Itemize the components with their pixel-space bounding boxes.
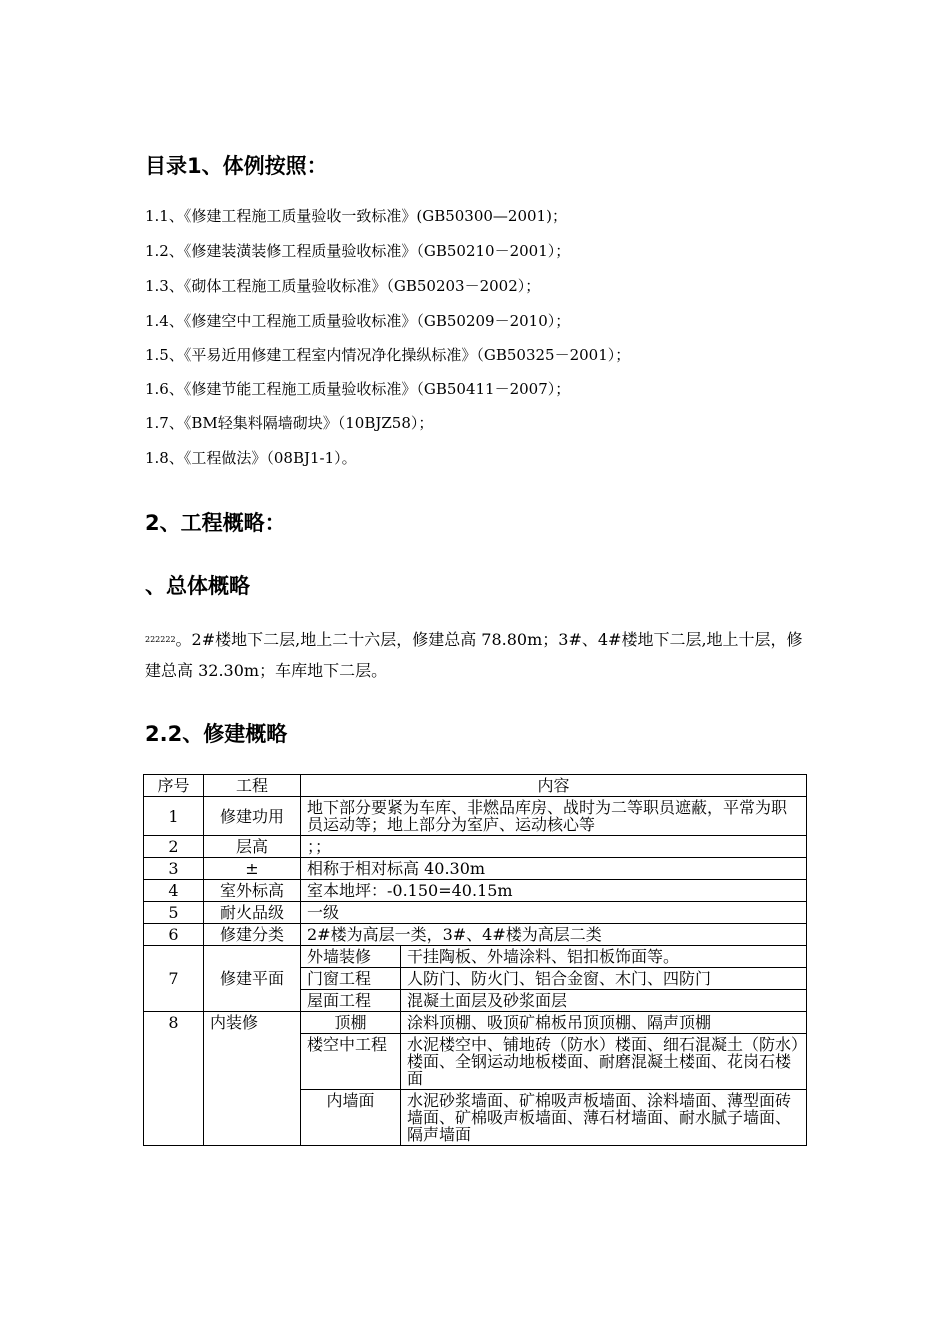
ref-item: 1.2、《修建装潢装修工程质量验收标准》（GB50210－2001）； <box>145 242 571 260</box>
section2-title: 2、工程概略： <box>145 511 286 535</box>
sub-item: 门窗工程 <box>301 968 401 990</box>
sub-item: 顶棚 <box>301 1012 401 1034</box>
row-item: 修建功用 <box>204 797 301 836</box>
table-row <box>144 797 807 836</box>
row-content: 相称于相对标高 40.30m <box>301 858 807 880</box>
table-row <box>144 946 807 968</box>
subsection-building: 2.2、修建概略 <box>145 722 288 746</box>
overview-paragraph <box>145 624 810 686</box>
ref-item: 1.7、《BM轻集料隔墙砌块》（10BJZ58）； <box>145 414 434 432</box>
sub-content: 涂料顶棚、吸顶矿棉板吊顶顶棚、隔声顶棚 <box>401 1012 807 1034</box>
row-content: 一级 <box>301 902 807 924</box>
row-item: 层高 <box>204 836 301 858</box>
table-row <box>144 880 807 902</box>
sub-item: 外墙装修 <box>301 946 401 968</box>
header-no: 序号 <box>144 775 204 797</box>
row-item: 耐火品级 <box>204 902 301 924</box>
table-row <box>144 1012 807 1034</box>
sub-content: 干挂陶板、外墙涂料、铝扣板饰面等。 <box>401 946 807 968</box>
sub-item: 内墙面 <box>301 1090 401 1146</box>
table-row <box>144 924 807 946</box>
sub-content: 水泥楼空中、铺地砖（防水）楼面、细石混凝土（防水）楼面、全钢运动地板楼面、耐磨混凝土楼面、花岗石楼面 <box>401 1034 807 1090</box>
row-no: 7 <box>144 946 204 1012</box>
section1-title: 目录1、体例按照： <box>145 154 328 178</box>
row-no: 1 <box>144 797 204 836</box>
row-content: 2#楼为高层一类，3#、4#楼为高层二类 <box>301 924 807 946</box>
row-no: 6 <box>144 924 204 946</box>
table-row <box>144 836 807 858</box>
sub-content: 混凝土面层及砂浆面层 <box>401 990 807 1012</box>
ref-item: 1.3、《砌体工程施工质量验收标准》（GB50203－2002）； <box>145 277 541 295</box>
row-no: 2 <box>144 836 204 858</box>
table-header-row <box>144 775 807 797</box>
building-overview-table <box>143 774 807 1146</box>
sub-item: 屋面工程 <box>301 990 401 1012</box>
ref-item: 1.1、《修建工程施工质量验收一致标准》(GB50300—2001)； <box>145 207 567 225</box>
row-content: 地下部分要紧为车库、非燃品库房、战时为二等职员遮蔽，平常为职员运动等；地上部分为室庐、运动核心等 <box>301 797 807 836</box>
ref-item: 1.4、《修建空中工程施工质量验收标准》（GB50209－2010）； <box>145 312 571 330</box>
row-no: 5 <box>144 902 204 924</box>
row-item: ± <box>204 858 301 880</box>
row-item: 内装修 <box>204 1012 301 1146</box>
row-no: 8 <box>144 1012 204 1146</box>
header-item: 工程 <box>204 775 301 797</box>
row-item: 修建分类 <box>204 924 301 946</box>
table-row <box>144 902 807 924</box>
row-content: ；； <box>301 836 807 858</box>
sub-content: 水泥砂浆墙面、矿棉吸声板墙面、涂料墙面、薄型面砖墙面、矿棉吸声板墙面、薄石材墙面、耐水腻子墙面、隔声墙面 <box>401 1090 807 1146</box>
header-content: 内容 <box>301 775 807 797</box>
paragraph-text: 。2#楼地下二层,地上二十六层，修建总高 78.80m；3#、4#楼地下二层,地上十层，修建总高 32.30m；车库地下二层。 <box>145 630 803 680</box>
ref-item: 1.6、《修建节能工程施工质量验收标准》（GB50411－2007）； <box>145 380 571 398</box>
row-no: 4 <box>144 880 204 902</box>
paragraph-prefix: 222222 <box>145 635 176 644</box>
table-row <box>144 858 807 880</box>
row-item: 室外标高 <box>204 880 301 902</box>
ref-item: 1.5、《平易近用修建工程室内情况净化操纵标准》（GB50325－2001）； <box>145 346 631 364</box>
row-content: 室本地坪：-0.150=40.15m <box>301 880 807 902</box>
row-no: 3 <box>144 858 204 880</box>
ref-item: 1.8、《工程做法》（08BJ1-1）。 <box>145 449 357 467</box>
row-item: 修建平面 <box>204 946 301 1012</box>
sub-item: 楼空中工程 <box>301 1034 401 1090</box>
subsection-overview: 、总体概略 <box>145 574 250 598</box>
sub-content: 人防门、防火门、铝合金窗、木门、四防门 <box>401 968 807 990</box>
